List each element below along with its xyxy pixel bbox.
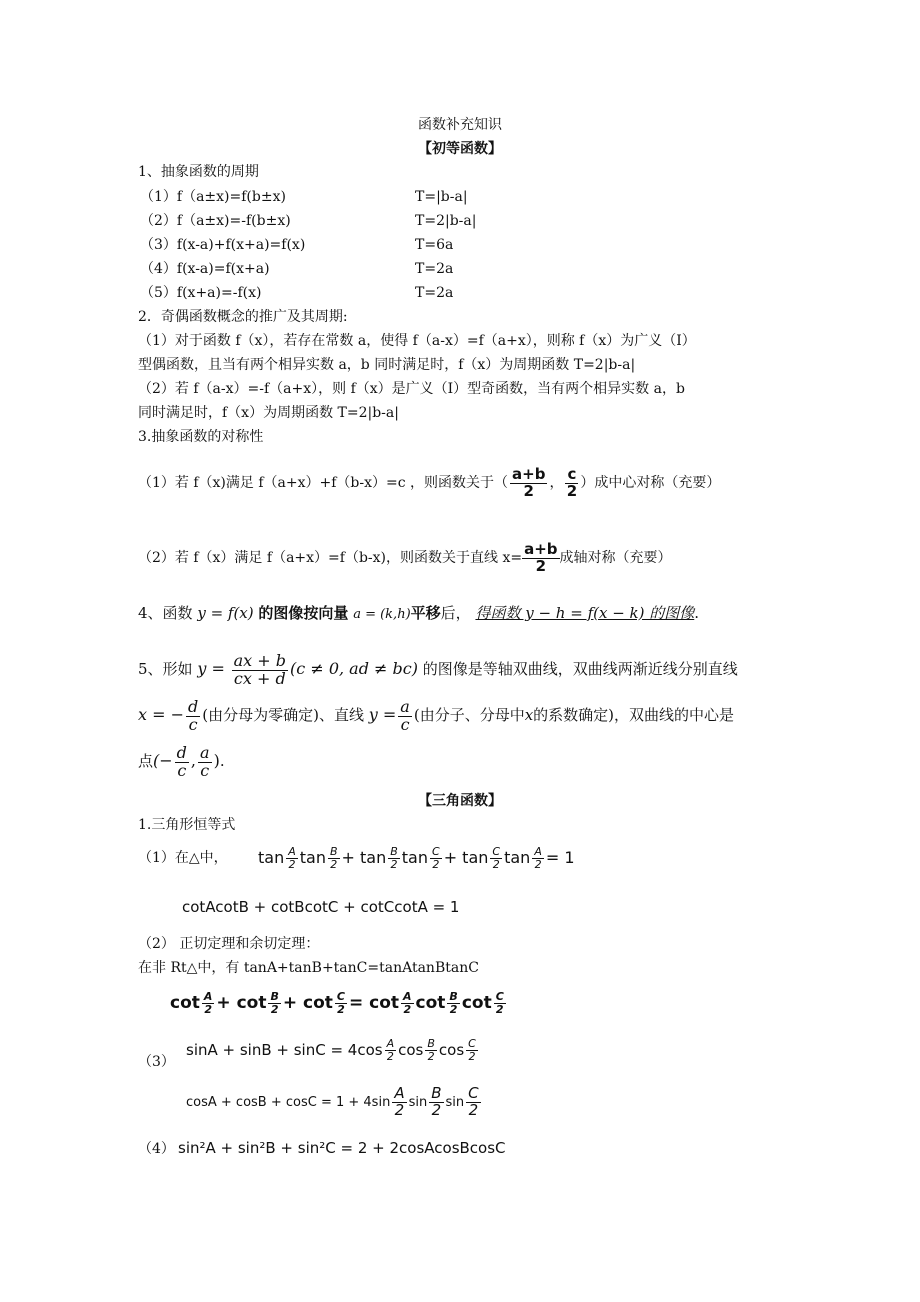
symmetry-line-2 bbox=[138, 535, 672, 581]
p5b-mid: (由分母为零确定)、直线 bbox=[202, 706, 364, 724]
sym1-comma: ， bbox=[549, 475, 564, 491]
t4-label: （4） bbox=[138, 1141, 175, 1157]
hyperbola-line-3 bbox=[138, 740, 225, 782]
t1-1-label: （1）在△中， bbox=[138, 850, 228, 866]
hyperbola-line-1 bbox=[138, 648, 738, 690]
p5-cond: (c ≠ 0, ad ≠ bc) bbox=[290, 659, 418, 678]
h4-vector: a = (k,h) bbox=[353, 607, 411, 622]
period-value: T=|b-a| bbox=[415, 189, 468, 205]
formula-sin-sum: sinA + sinB + sinC = 4cos $\frac{A}{2}$ cos $\frac{B}{2}$ cos $\frac{C}{2}$ bbox=[186, 1037, 476, 1063]
sym1-post: ）成中心对称（充要） bbox=[580, 475, 721, 491]
parity-para-2b: 同时满足时，f（x）为周期函数 T=2|b-a| bbox=[138, 405, 399, 421]
h4-mid: 的图像按向量 bbox=[258, 604, 349, 622]
translation-line bbox=[138, 602, 699, 626]
p5c-pre: 点 bbox=[138, 752, 154, 770]
formula-tan-half-sum: tan $\frac{A}{2}$ tan $\frac{B}{2}$ + tan $\frac{B}{2}$ tan $\frac{C}{2}$ + tan $\frac{C}{2}$ tan $\frac{A}{2}$ = 1 bbox=[258, 845, 575, 871]
fraction-a-over-c: $\frac{a}{c}$ bbox=[400, 696, 410, 734]
h4-end: . bbox=[694, 604, 700, 622]
fraction-a-over-c: $\frac{a}{c}$ bbox=[200, 742, 210, 780]
p5-pre: 5、形如 bbox=[138, 660, 193, 678]
formula-cot-half: cot $\frac{A}{2}$ + cot $\frac{B}{2}$ + cot $\frac{C}{2}$ = cot $\frac{A}{2}$ cot $\frac{B}{2}$ cot $\frac{C}{2}$ bbox=[170, 989, 504, 1016]
heading-triangle-identities: 1.三角形恒等式 bbox=[138, 817, 236, 833]
heading-periodicity: 1、抽象函数的周期 bbox=[138, 164, 259, 180]
period-expr: （4）f(x-a)=f(x+a) bbox=[140, 261, 270, 277]
p5b-y: y = bbox=[368, 705, 397, 724]
tan-theorem-line: 在非 Rt△中，有 tanA+tanB+tanC=tanAtanBtanC bbox=[138, 960, 479, 976]
fraction-d-over-c: $\frac{d}{c}$ bbox=[176, 742, 187, 780]
h4-move: 平移 bbox=[410, 604, 441, 622]
period-value: T=2a bbox=[415, 261, 454, 277]
p5-post: 的图像是等轴双曲线，双曲线两渐近线分别直线 bbox=[422, 660, 738, 678]
period-expr: （1）f（a±x)=f(b±x) bbox=[140, 189, 286, 205]
h4-result: 得函数 y − h = f(x − k) 的图像 bbox=[475, 604, 695, 622]
doc-title: 函数补充知识 bbox=[418, 117, 502, 133]
p5b-x: x = − bbox=[138, 705, 185, 724]
heading-symmetry: 3.抽象函数的对称性 bbox=[138, 429, 264, 445]
period-value: T=2|b-a| bbox=[415, 213, 477, 229]
identity-tan-line bbox=[138, 840, 228, 876]
section-elementary-functions: 【初等函数】 bbox=[418, 141, 502, 157]
formula-sin-squared-sum: sin²A + sin²B + sin²C = 2 + 2cosAcosBcosC bbox=[178, 1139, 506, 1157]
symmetry-line-1 bbox=[138, 460, 720, 506]
formula-cot-products: cotAcotB + cotBcotC + cotCcotA = 1 bbox=[182, 898, 460, 916]
period-value: T=2a bbox=[415, 285, 454, 301]
sym2-post: 成轴对称（充要） bbox=[559, 550, 672, 566]
parity-para-1a: （1）对于函数 f（x），若存在常数 a，使得 f（a-x）=f（a+x），则称 f（x）为广义（Ⅰ） bbox=[138, 333, 696, 349]
h4-func: y = f(x) bbox=[197, 604, 254, 622]
p5c-open: (− bbox=[153, 751, 173, 770]
h4-after: 后， bbox=[440, 604, 471, 622]
p5b-post: (由分子、分母中 bbox=[413, 706, 525, 724]
p5-y: y = bbox=[197, 659, 225, 678]
formula-cos-sum: cosA + cosB + cosC = 1 + 4sin $\frac{A}{2}$ sin $\frac{B}{2}$ sin $\frac{C}{2}$ bbox=[186, 1084, 479, 1119]
section-trig-functions: 【三角函数】 bbox=[418, 793, 502, 809]
fraction-c-over-2: $\frac{c}{2}$ bbox=[566, 464, 578, 500]
period-value: T=6a bbox=[415, 237, 454, 253]
p5b-post2: 的系数确定)，双曲线的中心是 bbox=[533, 706, 735, 724]
p5b-xvar: x bbox=[524, 706, 534, 724]
parity-para-2a: （2）若 f（a-x）=-f（a+x），则 f（x）是广义（Ⅰ）型奇函数，当有两个相异实数 a，b bbox=[138, 381, 685, 397]
period-expr: （5）f(x+a)=-f(x) bbox=[140, 285, 262, 301]
hyperbola-line-2 bbox=[138, 694, 734, 736]
t3-label: （3） bbox=[138, 1054, 175, 1070]
fraction-a-plus-b-over-2: $\frac{a+b}{2}$ bbox=[512, 464, 546, 500]
heading-tan-cot-theorem: （2） 正切定理和余切定理： bbox=[138, 936, 320, 952]
fraction-a-plus-b-over-2: $\frac{a+b}{2}$ bbox=[524, 539, 558, 575]
period-expr: （2）f（a±x)=-f(b±x) bbox=[140, 213, 291, 229]
p5c-close: ) bbox=[213, 751, 220, 770]
p5c-comma: , bbox=[190, 751, 197, 770]
heading-parity: 2．奇偶函数概念的推广及其周期: bbox=[138, 309, 348, 325]
fraction-d-over-c: $\frac{d}{c}$ bbox=[188, 696, 199, 734]
fraction-ax-b-over-cx-d: $\frac{ax + b}{cx + d}$ bbox=[233, 650, 287, 688]
p5c-end: . bbox=[219, 752, 225, 770]
sym2-pre: （2）若 f（x）满足 f（a+x）=f（b-x)，则函数关于直线 x= bbox=[138, 550, 523, 566]
sym1-pre: （1）若 f（x)满足 f（a+x）+f（b-x）=c ，则函数关于（ bbox=[138, 475, 509, 491]
period-expr: （3）f(x-a)+f(x+a)=f(x) bbox=[140, 237, 306, 253]
parity-para-1b: 型偶函数，且当有两个相异实数 a，b 同时满足时，f（x）为周期函数 T=2|b-a| bbox=[138, 357, 636, 373]
h4-pre: 4、函数 bbox=[138, 604, 193, 622]
